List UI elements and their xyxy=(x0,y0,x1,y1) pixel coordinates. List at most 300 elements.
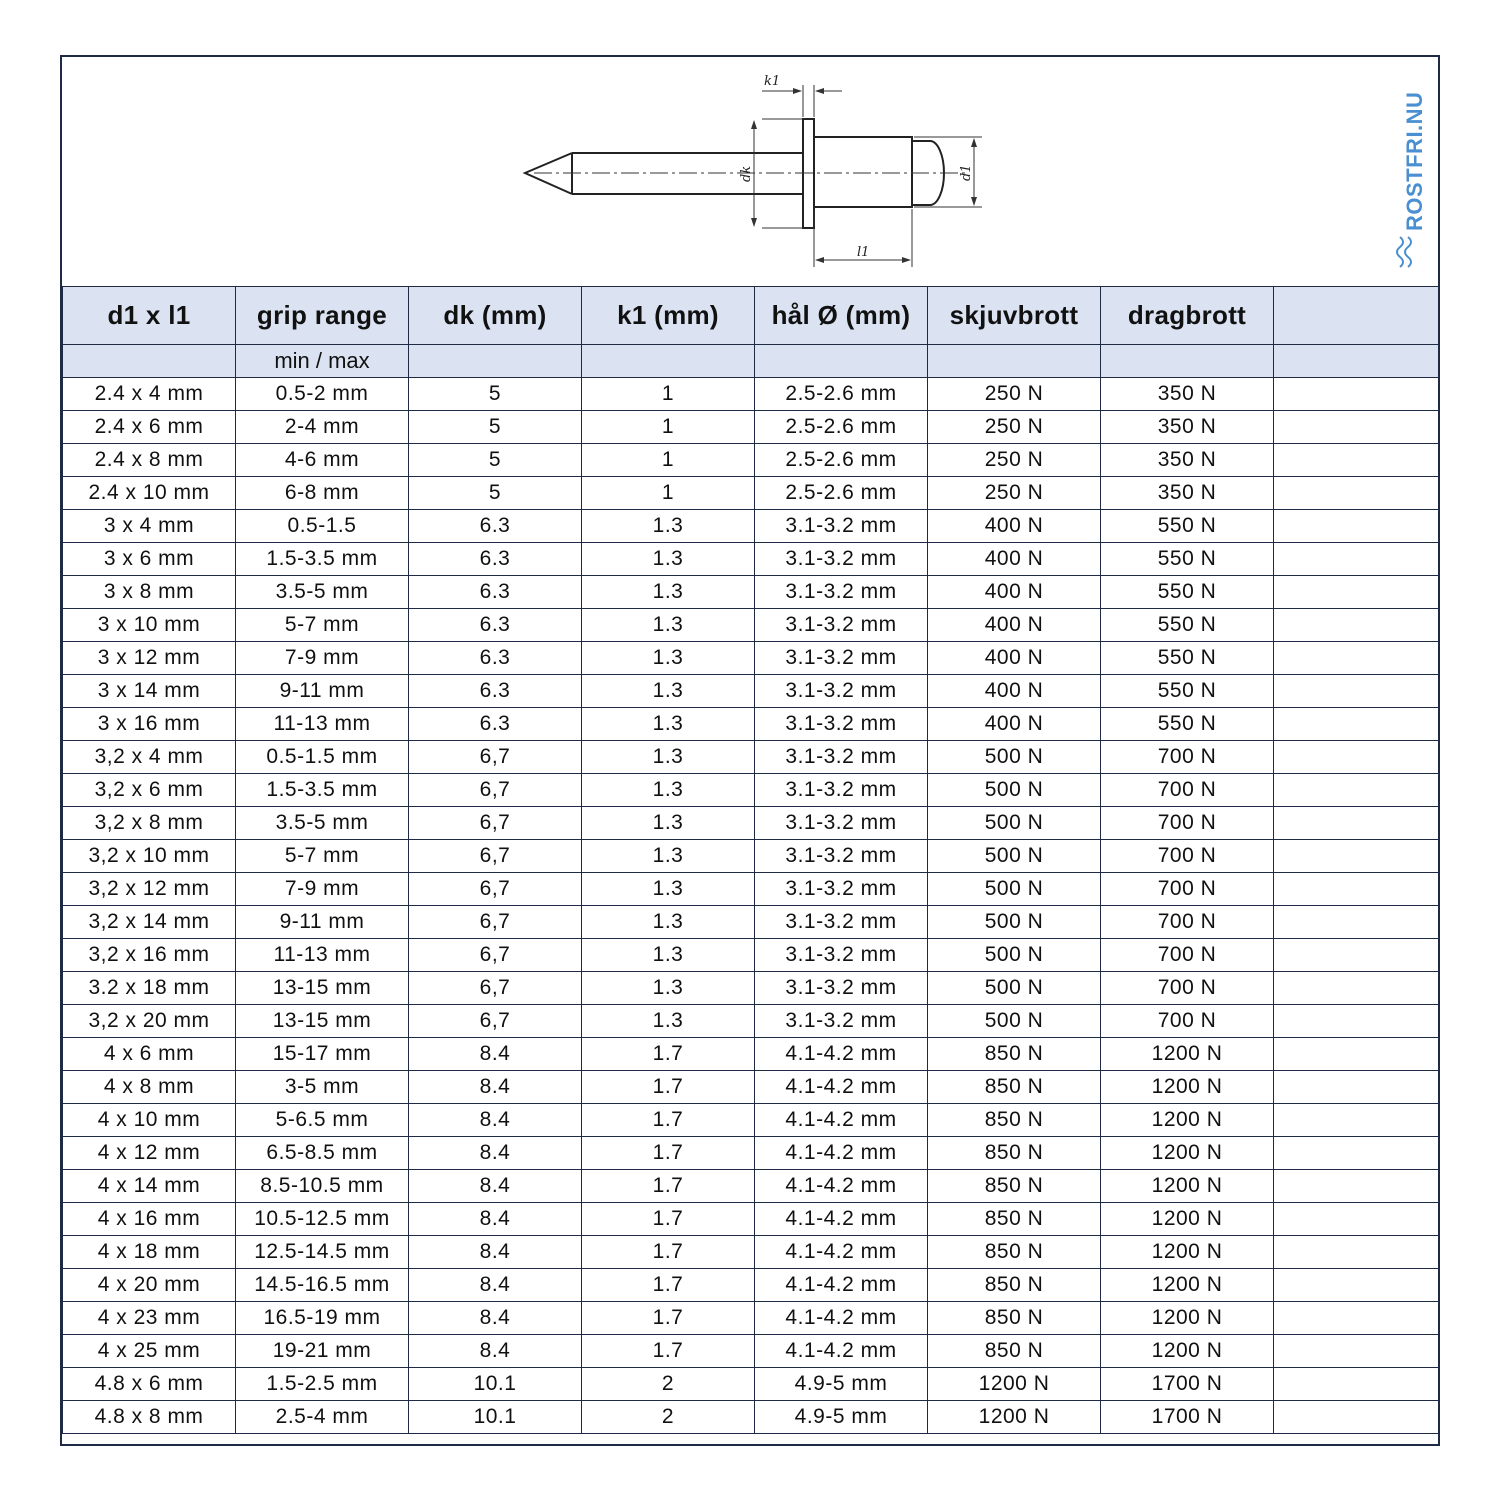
table-cell: 8.4 xyxy=(409,1038,582,1071)
table-cell: 4 x 23 mm xyxy=(63,1302,236,1335)
table-cell: 4 x 8 mm xyxy=(63,1071,236,1104)
table-cell: 1.7 xyxy=(582,1203,755,1236)
table-cell: 4 x 18 mm xyxy=(63,1236,236,1269)
table-cell: 1200 N xyxy=(1101,1203,1274,1236)
table-cell xyxy=(1274,642,1439,675)
table-cell xyxy=(1274,939,1439,972)
table-cell: 400 N xyxy=(928,609,1101,642)
table-cell: 850 N xyxy=(928,1038,1101,1071)
table-cell: 2.5-2.6 mm xyxy=(755,444,928,477)
table-row xyxy=(63,774,1439,807)
header-hole-diameter: hål Ø (mm) xyxy=(755,287,928,345)
table-row xyxy=(63,1104,1439,1137)
table-cell: 6.5-8.5 mm xyxy=(236,1137,409,1170)
table-cell: 9-11 mm xyxy=(236,675,409,708)
table-cell: 550 N xyxy=(1101,576,1274,609)
table-cell: 1.7 xyxy=(582,1269,755,1302)
table-cell: 15-17 mm xyxy=(236,1038,409,1071)
table-cell: 500 N xyxy=(928,774,1101,807)
table-cell: 2.5-2.6 mm xyxy=(755,477,928,510)
k1-label: k1 xyxy=(764,74,781,89)
table-cell: 3.1-3.2 mm xyxy=(755,576,928,609)
table-cell: 500 N xyxy=(928,840,1101,873)
table-cell: 550 N xyxy=(1101,675,1274,708)
table-cell: 2.4 x 4 mm xyxy=(63,378,236,411)
table-cell: 4.1-4.2 mm xyxy=(755,1170,928,1203)
table-cell: 2.5-2.6 mm xyxy=(755,411,928,444)
table-cell: 550 N xyxy=(1101,642,1274,675)
table-cell: 4.8 x 8 mm xyxy=(63,1401,236,1434)
table-cell xyxy=(1274,807,1439,840)
header-size: d1 x l1 xyxy=(63,287,236,345)
table-cell xyxy=(1274,1137,1439,1170)
table-cell: 3.5-5 mm xyxy=(236,576,409,609)
table-cell xyxy=(1274,840,1439,873)
table-cell xyxy=(1274,1170,1439,1203)
subheader-cell xyxy=(582,345,755,378)
table-cell: 8.4 xyxy=(409,1170,582,1203)
table-cell xyxy=(1274,1302,1439,1335)
table-cell xyxy=(1274,1368,1439,1401)
table-cell: 8.4 xyxy=(409,1302,582,1335)
table-cell: 3.1-3.2 mm xyxy=(755,675,928,708)
table-cell: 1200 N xyxy=(928,1401,1101,1434)
table-cell: 3,2 x 12 mm xyxy=(63,873,236,906)
table-cell xyxy=(1274,576,1439,609)
table-cell xyxy=(1274,411,1439,444)
table-cell xyxy=(1274,1071,1439,1104)
dimension-lines xyxy=(754,85,982,267)
table-cell: 3-5 mm xyxy=(236,1071,409,1104)
table-row xyxy=(63,708,1439,741)
table-cell: 6.3 xyxy=(409,510,582,543)
table-cell: 4.1-4.2 mm xyxy=(755,1137,928,1170)
table-cell: 4 x 14 mm xyxy=(63,1170,236,1203)
table-cell xyxy=(1274,708,1439,741)
table-cell: 1200 N xyxy=(1101,1038,1274,1071)
table-cell: 6.3 xyxy=(409,675,582,708)
table-cell: 3,2 x 6 mm xyxy=(63,774,236,807)
subheader-cell xyxy=(409,345,582,378)
table-cell: 1.7 xyxy=(582,1170,755,1203)
table-cell: 700 N xyxy=(1101,972,1274,1005)
table-cell: 3.1-3.2 mm xyxy=(755,774,928,807)
table-cell xyxy=(1274,972,1439,1005)
table-cell: 19-21 mm xyxy=(236,1335,409,1368)
subheader-cell: min / max xyxy=(236,345,409,378)
logo-text: ROSTFRI.NU xyxy=(1402,91,1427,231)
table-cell: 6-8 mm xyxy=(236,477,409,510)
table-cell: 500 N xyxy=(928,873,1101,906)
table-cell: 1700 N xyxy=(1101,1401,1274,1434)
subheader-cell xyxy=(1101,345,1274,378)
table-cell: 5 xyxy=(409,378,582,411)
table-cell: 2 xyxy=(582,1401,755,1434)
table-cell: 3 x 4 mm xyxy=(63,510,236,543)
table-row xyxy=(63,1203,1439,1236)
table-cell xyxy=(1274,1038,1439,1071)
table-cell: 0.5-1.5 xyxy=(236,510,409,543)
table-cell: 13-15 mm xyxy=(236,972,409,1005)
table-row xyxy=(63,1071,1439,1104)
table-cell: 6,7 xyxy=(409,741,582,774)
table-cell xyxy=(1274,444,1439,477)
table-cell: 8.4 xyxy=(409,1269,582,1302)
table-row xyxy=(63,1170,1439,1203)
table-cell: 4.9-5 mm xyxy=(755,1401,928,1434)
table-cell: 250 N xyxy=(928,378,1101,411)
table-cell: 0.5-2 mm xyxy=(236,378,409,411)
table-cell xyxy=(1274,1236,1439,1269)
table-cell: 3 x 16 mm xyxy=(63,708,236,741)
table-row xyxy=(63,1302,1439,1335)
table-cell: 6.3 xyxy=(409,609,582,642)
table-cell: 1.3 xyxy=(582,972,755,1005)
table-cell: 2.4 x 10 mm xyxy=(63,477,236,510)
table-cell: 3,2 x 8 mm xyxy=(63,807,236,840)
table-row xyxy=(63,477,1439,510)
table-cell: 3.1-3.2 mm xyxy=(755,708,928,741)
table-cell: 1200 N xyxy=(1101,1236,1274,1269)
table-cell: 3,2 x 4 mm xyxy=(63,741,236,774)
header-shear-strength: skjuvbrott xyxy=(928,287,1101,345)
table-cell: 8.4 xyxy=(409,1137,582,1170)
table-cell xyxy=(1274,510,1439,543)
table-row xyxy=(63,642,1439,675)
table-row xyxy=(63,807,1439,840)
table-cell: 3 x 10 mm xyxy=(63,609,236,642)
table-cell: 1200 N xyxy=(1101,1170,1274,1203)
table-cell xyxy=(1274,1401,1439,1434)
table-cell: 4.8 x 6 mm xyxy=(63,1368,236,1401)
table-cell: 5 xyxy=(409,444,582,477)
table-cell: 6.3 xyxy=(409,576,582,609)
table-cell: 6.3 xyxy=(409,642,582,675)
table-cell: 13-15 mm xyxy=(236,1005,409,1038)
table-cell: 2-4 mm xyxy=(236,411,409,444)
table-cell: 850 N xyxy=(928,1137,1101,1170)
table-cell: 4.1-4.2 mm xyxy=(755,1302,928,1335)
table-body xyxy=(63,378,1439,1434)
table-cell: 700 N xyxy=(1101,840,1274,873)
table-cell xyxy=(1274,741,1439,774)
rivet-technical-drawing xyxy=(62,57,1438,287)
table-cell: 700 N xyxy=(1101,1005,1274,1038)
table-cell xyxy=(1274,1203,1439,1236)
table-cell xyxy=(1274,1104,1439,1137)
table-cell: 850 N xyxy=(928,1302,1101,1335)
table-cell: 3.5-5 mm xyxy=(236,807,409,840)
table-cell: 350 N xyxy=(1101,411,1274,444)
table-cell: 4 x 12 mm xyxy=(63,1137,236,1170)
table-cell: 1.5-3.5 mm xyxy=(236,774,409,807)
table-cell: 1 xyxy=(582,477,755,510)
table-cell xyxy=(1274,675,1439,708)
table-cell: 1.3 xyxy=(582,873,755,906)
table-cell: 10.1 xyxy=(409,1368,582,1401)
table-cell: 3 x 6 mm xyxy=(63,543,236,576)
table-cell: 700 N xyxy=(1101,807,1274,840)
table-cell: 1.3 xyxy=(582,675,755,708)
table-cell: 400 N xyxy=(928,675,1101,708)
table-cell: 1700 N xyxy=(1101,1368,1274,1401)
table-cell: 1.3 xyxy=(582,906,755,939)
table-cell: 3.1-3.2 mm xyxy=(755,609,928,642)
table-cell: 850 N xyxy=(928,1236,1101,1269)
table-row xyxy=(63,741,1439,774)
subheader-cell xyxy=(928,345,1101,378)
table-cell: 1200 N xyxy=(1101,1302,1274,1335)
table-cell: 6,7 xyxy=(409,972,582,1005)
table-cell: 250 N xyxy=(928,477,1101,510)
wave-icon xyxy=(1397,237,1411,267)
table-cell: 1.5-3.5 mm xyxy=(236,543,409,576)
table-cell: 700 N xyxy=(1101,906,1274,939)
subheader-cell xyxy=(755,345,928,378)
table-cell: 3.1-3.2 mm xyxy=(755,906,928,939)
table-row xyxy=(63,675,1439,708)
table-cell: 350 N xyxy=(1101,378,1274,411)
table-row xyxy=(63,543,1439,576)
table-row xyxy=(63,609,1439,642)
table-cell: 1.3 xyxy=(582,741,755,774)
table-row xyxy=(63,1137,1439,1170)
table-cell: 3.1-3.2 mm xyxy=(755,510,928,543)
table-cell: 700 N xyxy=(1101,873,1274,906)
table-cell: 5 xyxy=(409,477,582,510)
table-cell: 3,2 x 20 mm xyxy=(63,1005,236,1038)
table-cell: 7-9 mm xyxy=(236,873,409,906)
table-cell: 5-7 mm xyxy=(236,609,409,642)
table-cell: 1.3 xyxy=(582,609,755,642)
table-cell: 400 N xyxy=(928,576,1101,609)
table-header-row xyxy=(63,287,1439,345)
table-cell xyxy=(1274,1335,1439,1368)
table-row xyxy=(63,939,1439,972)
table-cell: 850 N xyxy=(928,1104,1101,1137)
table-cell: 3.1-3.2 mm xyxy=(755,543,928,576)
table-cell: 4 x 10 mm xyxy=(63,1104,236,1137)
header-k1: k1 (mm) xyxy=(582,287,755,345)
table-cell: 1.3 xyxy=(582,1005,755,1038)
table-cell: 4.1-4.2 mm xyxy=(755,1335,928,1368)
table-cell: 500 N xyxy=(928,939,1101,972)
table-subheader-row xyxy=(63,345,1439,378)
table-cell: 400 N xyxy=(928,543,1101,576)
table-cell: 700 N xyxy=(1101,939,1274,972)
rivet-spec-table xyxy=(62,286,1439,1434)
table-cell: 3.1-3.2 mm xyxy=(755,972,928,1005)
table-cell xyxy=(1274,906,1439,939)
table-cell: 1200 N xyxy=(1101,1137,1274,1170)
table-cell: 3 x 12 mm xyxy=(63,642,236,675)
table-cell: 1 xyxy=(582,411,755,444)
table-cell: 550 N xyxy=(1101,609,1274,642)
table-cell: 1.7 xyxy=(582,1104,755,1137)
table-cell: 1200 N xyxy=(1101,1335,1274,1368)
table-cell: 8.4 xyxy=(409,1104,582,1137)
table-cell: 6.3 xyxy=(409,708,582,741)
table-cell: 1.3 xyxy=(582,840,755,873)
table-row xyxy=(63,1236,1439,1269)
table-row xyxy=(63,873,1439,906)
table-cell: 500 N xyxy=(928,741,1101,774)
header-tensile-strength: dragbrott xyxy=(1101,287,1274,345)
table-cell xyxy=(1274,873,1439,906)
table-cell: 10.5-12.5 mm xyxy=(236,1203,409,1236)
table-cell: 3.1-3.2 mm xyxy=(755,807,928,840)
table-cell: 1.3 xyxy=(582,708,755,741)
table-row xyxy=(63,411,1439,444)
table-cell: 3,2 x 10 mm xyxy=(63,840,236,873)
spec-sheet-frame xyxy=(60,55,1440,1446)
header-dk: dk (mm) xyxy=(409,287,582,345)
table-cell: 1.7 xyxy=(582,1236,755,1269)
table-cell: 1 xyxy=(582,378,755,411)
table-cell: 500 N xyxy=(928,1005,1101,1038)
table-cell: 3.1-3.2 mm xyxy=(755,873,928,906)
table-cell: 5-6.5 mm xyxy=(236,1104,409,1137)
table-cell: 3,2 x 16 mm xyxy=(63,939,236,972)
table-cell: 850 N xyxy=(928,1071,1101,1104)
table-cell: 1.3 xyxy=(582,642,755,675)
table-cell: 500 N xyxy=(928,807,1101,840)
table-cell: 4.1-4.2 mm xyxy=(755,1038,928,1071)
table-cell: 400 N xyxy=(928,708,1101,741)
table-row xyxy=(63,378,1439,411)
table-cell: 3 x 14 mm xyxy=(63,675,236,708)
table-cell: 5 xyxy=(409,411,582,444)
table-cell: 11-13 mm xyxy=(236,708,409,741)
table-cell: 850 N xyxy=(928,1203,1101,1236)
table-cell: 4 x 6 mm xyxy=(63,1038,236,1071)
table-cell: 700 N xyxy=(1101,741,1274,774)
table-cell: 6.3 xyxy=(409,543,582,576)
table-cell: 3.1-3.2 mm xyxy=(755,642,928,675)
table-row xyxy=(63,840,1439,873)
table-cell: 550 N xyxy=(1101,708,1274,741)
table-cell: 16.5-19 mm xyxy=(236,1302,409,1335)
table-cell: 350 N xyxy=(1101,477,1274,510)
table-cell: 8.4 xyxy=(409,1071,582,1104)
table-cell: 10.1 xyxy=(409,1401,582,1434)
table-cell: 1.3 xyxy=(582,576,755,609)
table-cell xyxy=(1274,378,1439,411)
table-row xyxy=(63,1005,1439,1038)
table-cell: 1200 N xyxy=(1101,1104,1274,1137)
table-cell: 550 N xyxy=(1101,510,1274,543)
table-cell: 400 N xyxy=(928,642,1101,675)
table-cell: 1.3 xyxy=(582,543,755,576)
table-cell: 1.7 xyxy=(582,1038,755,1071)
table-cell: 11-13 mm xyxy=(236,939,409,972)
table-cell: 3.2 x 18 mm xyxy=(63,972,236,1005)
subheader-cell xyxy=(63,345,236,378)
table-cell: 2.5-4 mm xyxy=(236,1401,409,1434)
table-cell: 1.3 xyxy=(582,807,755,840)
table-row xyxy=(63,576,1439,609)
table-cell: 850 N xyxy=(928,1269,1101,1302)
table-row xyxy=(63,444,1439,477)
table-cell: 3,2 x 14 mm xyxy=(63,906,236,939)
table-cell: 2.4 x 6 mm xyxy=(63,411,236,444)
table-cell: 6,7 xyxy=(409,939,582,972)
table-row xyxy=(63,906,1439,939)
table-cell: 9-11 mm xyxy=(236,906,409,939)
table-cell: 1.7 xyxy=(582,1071,755,1104)
table-cell: 500 N xyxy=(928,972,1101,1005)
d1-label: d1 xyxy=(959,164,974,181)
rostfri-logo xyxy=(1392,75,1432,275)
table-cell: 7-9 mm xyxy=(236,642,409,675)
table-cell: 2 xyxy=(582,1368,755,1401)
table-cell: 2.5-2.6 mm xyxy=(755,378,928,411)
table-cell: 8.4 xyxy=(409,1335,582,1368)
subheader-cell xyxy=(1274,345,1439,378)
table-cell: 0.5-1.5 mm xyxy=(236,741,409,774)
table-cell: 1.5-2.5 mm xyxy=(236,1368,409,1401)
table-cell xyxy=(1274,609,1439,642)
table-cell: 1.7 xyxy=(582,1302,755,1335)
table-row xyxy=(63,1269,1439,1302)
table-cell: 700 N xyxy=(1101,774,1274,807)
table-cell: 1 xyxy=(582,444,755,477)
table-row xyxy=(63,1401,1439,1434)
table-cell: 1.7 xyxy=(582,1335,755,1368)
table-row xyxy=(63,1335,1439,1368)
table-cell: 4 x 25 mm xyxy=(63,1335,236,1368)
table-cell: 850 N xyxy=(928,1170,1101,1203)
table-cell: 12.5-14.5 mm xyxy=(236,1236,409,1269)
table-cell xyxy=(1274,774,1439,807)
dk-label: dk xyxy=(739,165,754,182)
table-row xyxy=(63,510,1439,543)
table-row xyxy=(63,972,1439,1005)
table-cell: 500 N xyxy=(928,906,1101,939)
table-cell: 6,7 xyxy=(409,807,582,840)
table-cell: 3 x 8 mm xyxy=(63,576,236,609)
table-cell: 1.3 xyxy=(582,939,755,972)
table-cell: 6,7 xyxy=(409,774,582,807)
table-cell: 1200 N xyxy=(1101,1071,1274,1104)
table-cell: 4.9-5 mm xyxy=(755,1368,928,1401)
table-row xyxy=(63,1368,1439,1401)
table-cell: 400 N xyxy=(928,510,1101,543)
table-cell xyxy=(1274,543,1439,576)
table-cell: 250 N xyxy=(928,444,1101,477)
table-cell: 8.5-10.5 mm xyxy=(236,1170,409,1203)
table-cell: 8.4 xyxy=(409,1203,582,1236)
table-cell: 3.1-3.2 mm xyxy=(755,939,928,972)
table-cell: 4.1-4.2 mm xyxy=(755,1236,928,1269)
header-blank xyxy=(1274,287,1439,345)
l1-label: l1 xyxy=(857,245,870,260)
table-cell: 5-7 mm xyxy=(236,840,409,873)
table-cell: 4.1-4.2 mm xyxy=(755,1104,928,1137)
table-cell: 250 N xyxy=(928,411,1101,444)
table-cell: 3.1-3.2 mm xyxy=(755,741,928,774)
table-cell: 4 x 20 mm xyxy=(63,1269,236,1302)
table-cell: 8.4 xyxy=(409,1236,582,1269)
table-cell: 4-6 mm xyxy=(236,444,409,477)
table-cell: 3.1-3.2 mm xyxy=(755,840,928,873)
table-cell: 4.1-4.2 mm xyxy=(755,1269,928,1302)
table-cell: 550 N xyxy=(1101,543,1274,576)
table-row xyxy=(63,1038,1439,1071)
table-cell: 6,7 xyxy=(409,840,582,873)
table-cell: 4 x 16 mm xyxy=(63,1203,236,1236)
table-cell: 6,7 xyxy=(409,873,582,906)
